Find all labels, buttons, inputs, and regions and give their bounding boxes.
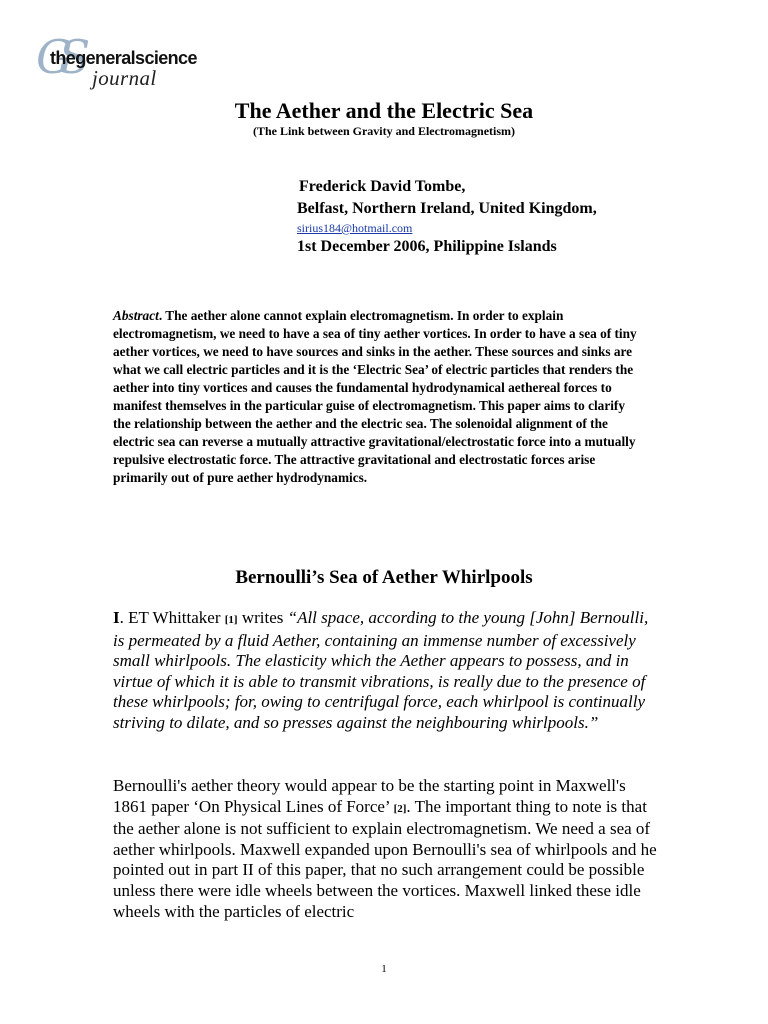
logo-top-text: thegeneralscience [50,48,197,68]
paper-title: The Aether and the Electric Sea [234,98,534,123]
section-numeral: I [113,608,120,627]
author-name: Frederick David Tombe, [299,178,466,195]
para1-text-writes: writes [237,608,288,627]
abstract [113,307,643,487]
abstract-text: The aether alone cannot explain electromagnetism. In order to explain electromagnetism, we need to have a sea of tiny aether vortices. In order to have a sea of tiny aether vortices, we need to have sources and sinks in the aether. These sources and sinks are what we call electric particles and it is the ‘Electric Sea’ of electric particles that renders the aether into tiny vortices and causes the fundamental hydrodynamical aethereal forces to manifest themselves in the particular guise of electromagnetism. This paper aims to clarify the relationship between the aether and the electric sea. The solenoidal alignment of the electric sea can reverse a mutually attractive gravitational/electrostatic force into a mutually repulsive electrostatic force. The attractive gravitational and electrostatic forces arise primarily out of pure aether hydrodynamics. [113,308,637,485]
logo-monogram: GS [36,30,77,84]
para2-text-start: Bernoulli's aether theory would appear to be the starting point in Maxwell's 1861 paper ‘On Physical Lines of Force’ [113,776,626,816]
paragraph-1 [113,608,658,734]
abstract-label-punct: . [158,308,163,323]
author-location: Belfast, Northern Ireland, United Kingdom, [297,200,597,217]
page-number: 1 [381,963,387,975]
abstract-label: Abstract [113,308,159,323]
whittaker-quote: “All space, according to the young [John] Bernoulli, is permeated by a fluid Aether, containing an immense number of excessively small whirlpools. The elasticity which the Aether appears to possess, and in virtue of which it is able to transmit vibrations, is really due to the presence of these whirlpools; for, owing to centrifugal force, each whirlpool is continually striving to dilate, and so presses against the neighbouring whirlpools.” [113,608,649,732]
paper-subtitle: (The Link between Gravity and Electromagnetism) [252,124,516,138]
author-date: 1st December 2006, Philippine Islands [297,238,557,255]
author-block [297,176,597,258]
para2-text-rest: . The important thing to note is that the aether alone is not sufficient to explain electromagnetism. We need a sea of aether whirlpools. Maxwell expanded upon Bernoulli's sea of whirlpools and he pointed out in part II of this paper, that no such arrangement could be possible unless there were idle wheels between the vortices. Maxwell linked these idle wheels with the particles of electric [113,796,657,921]
paragraph-2 [113,776,658,922]
section-heading: Bernoulli’s Sea of Aether Whirlpools [235,567,533,588]
author-email-link[interactable]: sirius184@hotmail.com [297,221,413,235]
journal-logo [36,30,236,98]
reference-2: [2] [393,802,407,815]
reference-1: [1] [224,614,238,626]
para1-text-start: . ET Whittaker [119,608,225,627]
logo-bottom-text: journal [92,66,157,90]
